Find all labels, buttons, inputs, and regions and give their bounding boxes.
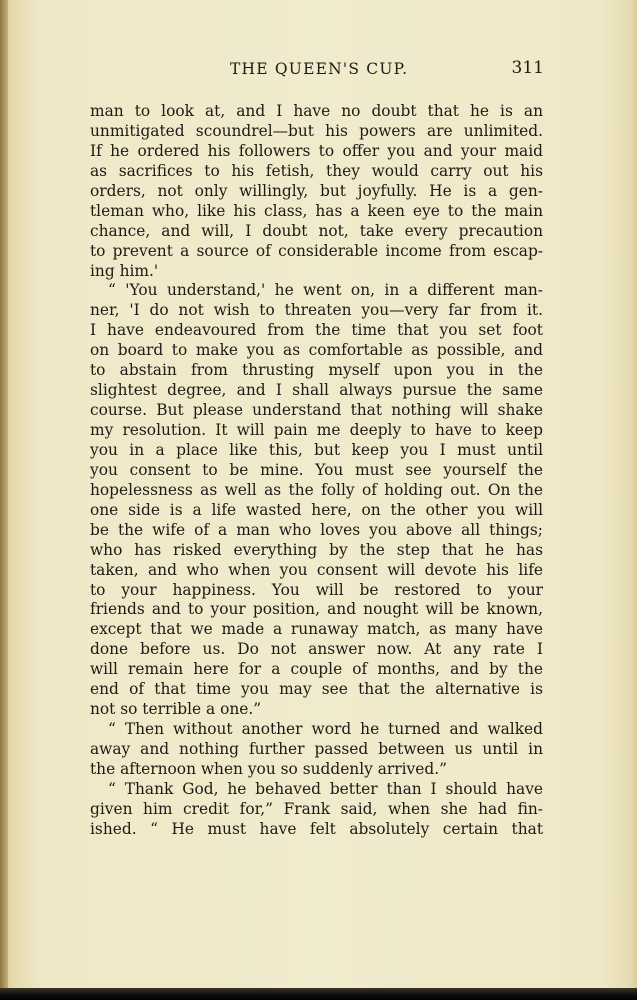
text-line: you in a place like this, but keep you I must until (90, 440, 543, 459)
text-line: ner, 'I do not wish to threaten you—very far from it. (90, 301, 543, 320)
text-line: one side is a life wasted here, on the other you will (90, 500, 543, 519)
text-line: “ 'You understand,' he went on, in a different man- (108, 281, 543, 300)
text-line: ished. “ He must have felt absolutely certain that (90, 819, 543, 838)
page-binding-edge (0, 0, 8, 1000)
text-line: orders, not only willingly, but joyfully. He is a gen- (90, 181, 543, 200)
text-line: the afternoon when you so suddenly arrived.” (90, 759, 447, 778)
text-line: “ Thank God, he behaved better than I should have (108, 779, 543, 798)
text-line: my resolution. It will pain me deeply to have to keep (90, 421, 543, 439)
page-number: 311 (511, 58, 544, 78)
text-line: on board to make you as comfortable as possible, and (90, 341, 543, 360)
text-line: end of that time you may see that the alternative is (90, 680, 543, 699)
running-title: THE QUEEN'S CUP. (230, 60, 409, 78)
text-line: you consent to be mine. You must see yourself the (90, 460, 543, 479)
text-line: course. But please understand that nothing will shake (90, 401, 543, 420)
text-line: tleman who, like his class, has a keen eye to the main (90, 201, 543, 220)
text-line: except that we made a runaway match, as many have (90, 620, 543, 639)
text-line: unmitigated scoundrel—but his powers are unlimited. (90, 121, 543, 140)
text-line: hopelessness as well as the folly of holding out. On the (90, 480, 543, 499)
text-line: away and nothing further passed between us until in (90, 740, 543, 758)
text-line: slightest degree, and I shall always pursue the same (90, 381, 543, 400)
text-line: to your happiness. You will be restored to your (90, 580, 543, 599)
text-line: be the wife of a man who loves you above all things; (90, 520, 543, 539)
text-line: not so terrible a one.” (90, 700, 262, 719)
text-line: “ Then without another word he turned and walked (108, 720, 543, 739)
text-line: to prevent a source of considerable income from escap- (90, 241, 543, 260)
scan-bottom-edge (0, 988, 637, 1000)
text-line: done before us. Do not answer now. At any rate I (90, 640, 543, 659)
text-line: I have endeavoured from the time that you set foot (90, 321, 543, 340)
text-line: given him credit for,” Frank said, when she had fin- (90, 799, 543, 818)
page-header (90, 58, 544, 84)
text-line: chance, and will, I doubt not, take every precaution (90, 221, 543, 240)
body-text (90, 102, 543, 840)
text-line: taken, and who when you consent will devote his life (90, 560, 543, 579)
text-line: If he ordered his followers to offer you and your maid (90, 141, 543, 160)
text-line: will remain here for a couple of months, and by the (90, 660, 543, 679)
text-line: who has risked everything by the step that he has (90, 540, 543, 559)
text-line: ing him.' (90, 261, 159, 280)
text-line: friends and to your position, and nought will be known, (90, 600, 543, 619)
text-line: to abstain from thrusting myself upon you in the (90, 361, 543, 380)
text-line: man to look at, and I have no doubt that he is an (90, 102, 543, 120)
text-line: as sacrifices to his fetish, they would carry out his (90, 161, 543, 180)
